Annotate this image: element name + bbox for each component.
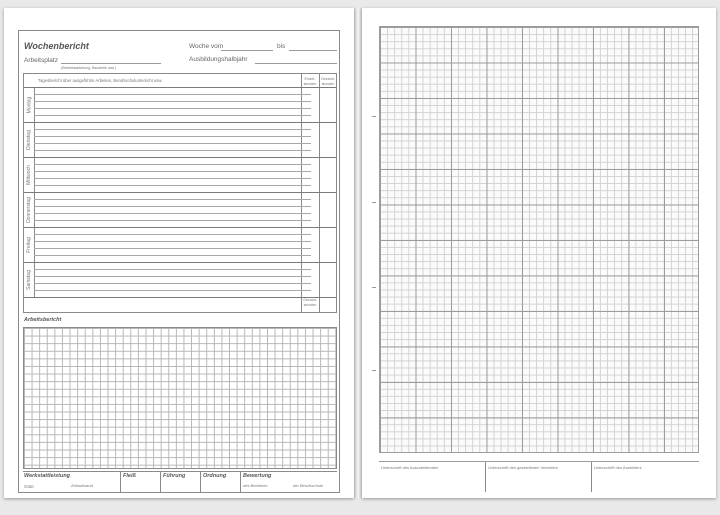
- writing-line[interactable]: [34, 108, 311, 109]
- hours-col-2-header: Gesamt-stunden: [321, 77, 335, 86]
- day-separator: [24, 192, 336, 193]
- daily-report-table: [23, 73, 337, 313]
- margin-tick: [372, 116, 376, 117]
- report-form: [18, 30, 340, 493]
- eval-divider-2: [160, 472, 161, 492]
- writing-line[interactable]: [34, 178, 311, 179]
- order-label: Ordnung: [203, 473, 227, 479]
- day-label: [24, 192, 34, 227]
- week-from-label: Woche vom: [189, 43, 224, 50]
- day-name: Donnerstag: [26, 196, 33, 223]
- day-separator: [24, 227, 336, 228]
- day-label: [24, 87, 34, 122]
- day-name: Freitag: [26, 236, 32, 253]
- day-name: Montag: [26, 96, 32, 113]
- writing-line[interactable]: [34, 199, 311, 200]
- total-separator: [24, 297, 336, 298]
- workpiece-label: Werkstattleistung: [24, 473, 71, 479]
- right-page: [362, 8, 716, 498]
- writing-line[interactable]: [34, 241, 311, 242]
- writing-line[interactable]: [34, 164, 311, 165]
- rating-sub-1: des Betriebes: [243, 483, 268, 488]
- writing-line[interactable]: [34, 171, 311, 172]
- conduct-label: Führung: [163, 473, 186, 479]
- workplace-hint: (Betriebsabteilung, Baustelle usw.): [61, 66, 117, 70]
- week-to-field[interactable]: [289, 50, 337, 51]
- signature-divider-1: [485, 462, 486, 492]
- writing-line[interactable]: [34, 115, 311, 116]
- eval-divider-4: [240, 472, 241, 492]
- workplace-label: Arbeitsplatz: [24, 57, 58, 64]
- total-hours-label: Gesamt-stunden: [303, 298, 317, 307]
- writing-line[interactable]: [34, 290, 311, 291]
- margin-tick: [372, 287, 376, 288]
- writing-line[interactable]: [34, 150, 311, 151]
- writing-line[interactable]: [34, 255, 311, 256]
- writing-line[interactable]: [34, 206, 311, 207]
- writing-line[interactable]: [34, 101, 311, 102]
- margin-tick: [372, 370, 376, 371]
- week-from-field[interactable]: [221, 50, 273, 51]
- writing-line[interactable]: [34, 94, 311, 95]
- writing-line[interactable]: [34, 248, 311, 249]
- rating-sub-2: der Berufsschule: [293, 483, 324, 488]
- day-separator: [24, 122, 336, 123]
- day-label: [24, 122, 34, 157]
- week-to-label: bis: [277, 43, 286, 50]
- day-separator: [24, 157, 336, 158]
- daily-report-header: Tagesbericht über ausgeführte Arbeiten, Berufsschulunterricht usw.: [38, 78, 163, 83]
- diligence-label: Fleiß: [123, 473, 136, 479]
- writing-line[interactable]: [34, 283, 311, 284]
- work-report-title: Arbeitsbericht: [24, 317, 62, 323]
- signature-divider-2: [591, 462, 592, 492]
- evaluation-row: [23, 471, 337, 492]
- hours-col-2-line: [319, 74, 320, 312]
- signature-trainer[interactable]: Unterschrift des Ausbilders: [594, 465, 642, 470]
- signature-legal-rep[interactable]: Unterschrift des gesetzlichen Vertreters: [488, 465, 558, 470]
- day-label: [24, 262, 34, 297]
- writing-line[interactable]: [34, 129, 311, 130]
- writing-line[interactable]: [34, 276, 311, 277]
- day-separator: [24, 262, 336, 263]
- day-separator: [24, 87, 336, 88]
- rating-label: Bewertung: [243, 473, 272, 479]
- writing-line[interactable]: [34, 269, 311, 270]
- training-halfyear-field[interactable]: [255, 63, 337, 64]
- margin-tick: [372, 202, 376, 203]
- signature-row: [379, 461, 699, 492]
- day-name: Mittwoch: [26, 164, 33, 185]
- writing-line[interactable]: [34, 220, 311, 221]
- writing-line[interactable]: [34, 185, 311, 186]
- signature-apprentice[interactable]: Unterschrift des Auszubildenden: [381, 465, 439, 470]
- writing-line[interactable]: [34, 143, 311, 144]
- quality-label: Güte: [24, 484, 34, 489]
- day-name: Dienstag: [26, 129, 33, 150]
- day-label: [24, 227, 34, 262]
- work-report-grid[interactable]: [23, 327, 337, 469]
- book-gutter: [354, 8, 362, 498]
- eval-divider-3: [200, 472, 201, 492]
- writing-line[interactable]: [34, 136, 311, 137]
- day-label: [24, 157, 34, 192]
- writing-line[interactable]: [34, 234, 311, 235]
- time-label: Zeitaufwand: [71, 483, 93, 488]
- graph-paper-grid[interactable]: [379, 26, 699, 453]
- writing-line[interactable]: [34, 213, 311, 214]
- hours-col-1-header: Einzel-stunden: [303, 77, 317, 86]
- day-name: Samstag: [26, 269, 33, 290]
- eval-divider-1: [120, 472, 121, 492]
- workplace-field[interactable]: [61, 63, 161, 64]
- left-page: [4, 8, 354, 498]
- form-title: Wochenbericht: [24, 41, 89, 51]
- training-halfyear-label: Ausbildungshalbjahr: [189, 56, 248, 63]
